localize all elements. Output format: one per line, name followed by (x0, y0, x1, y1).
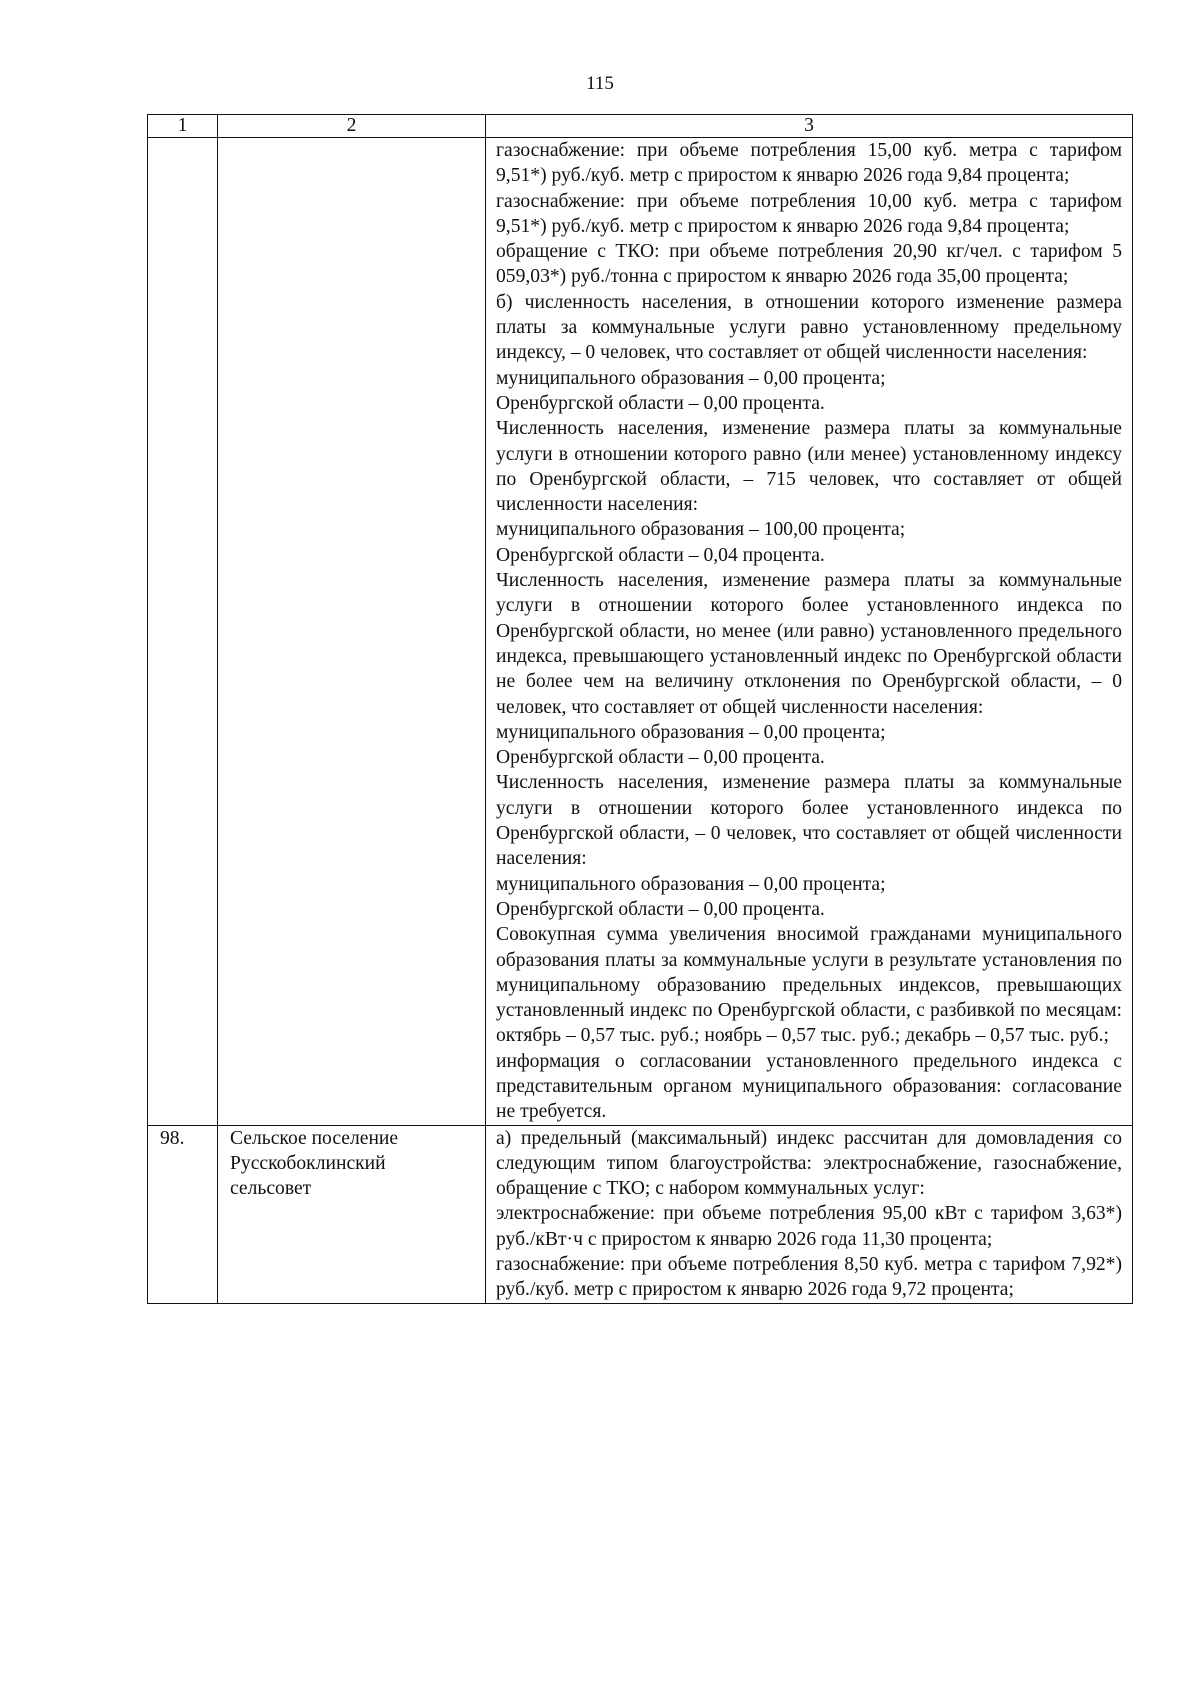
header-cell-3: 3 (486, 115, 1133, 138)
paragraph: муниципального образования – 0,00 процента; (496, 873, 886, 895)
settlement-name-line: Сельское поселение (230, 1127, 399, 1149)
paragraph: информация о согласовании установленного предельного индекса с представительным органом муниципального образования: согласование не требуется. (496, 1050, 1122, 1123)
paragraph: а) предельный (максимальный) индекс рассчитан для домовладения со следующим типом благоустройства: электроснабжение, газоснабжение, обращение с ТКО; с набором коммунальных услуг: (496, 1127, 1122, 1200)
paragraph: Оренбургской области – 0,00 процента. (496, 747, 825, 769)
row-name-cell (218, 138, 486, 1126)
paragraph: Численность населения, изменение размера платы за коммунальные услуги в отношении которого более установленного индекса по Оренбургской области, – 0 человек, что составляет от общей численности населения: (496, 772, 1122, 870)
data-table (147, 114, 1133, 1304)
paragraph: обращение с ТКО: при объеме потребления 20,90 кг/чел. с тарифом 5 059,03*) руб./тонна с приростом к январю 2026 года 35,00 процента; (496, 241, 1122, 288)
paragraph: Оренбургской области – 0,00 процента. (496, 898, 825, 920)
paragraph: муниципального образования – 0,00 процента; (496, 367, 886, 389)
paragraph: Численность населения, изменение размера платы за коммунальные услуги в отношении которого более установленного индекса по Оренбургской области, но менее (или равно) установленного предельного индекса, превышающего установленный индекс по Оренбургской области не более чем на величину отклонения по Оренбургской области, – 0 человек, что составляет от общей численности населения: (496, 570, 1122, 718)
settlement-name-line: Русскобоклинский (230, 1152, 386, 1174)
paragraph: газоснабжение: при объеме потребления 10,00 куб. метра с тарифом 9,51*) руб./куб. метр с приростом к январю 2026 года 9,84 процента; (496, 190, 1122, 237)
paragraph: Численность населения, изменение размера платы за коммунальные услуги в отношении которого равно (или менее) установленному индексу по Оренбургской области, – 715 человек, что составляет от общей численности населения: (496, 418, 1122, 516)
row-number-cell: 98. (148, 1125, 218, 1303)
paragraph: электроснабжение: при объеме потребления 95,00 кВт с тарифом 3,63*) руб./кВт·ч с приростом к январю 2026 года 11,30 процента; (496, 1203, 1122, 1250)
row-content-cell (486, 1125, 1133, 1303)
header-cell-2: 2 (218, 115, 486, 138)
paragraph: муниципального образования – 0,00 процента; (496, 721, 886, 743)
page-number: 115 (586, 73, 614, 94)
table-row-98 (148, 1125, 1133, 1303)
paragraph: муниципального образования – 100,00 процента; (496, 519, 906, 541)
paragraph: газоснабжение: при объеме потребления 8,50 куб. метра с тарифом 7,92*) руб./куб. метр с приростом к январю 2026 года 9,72 процента; (496, 1254, 1122, 1301)
paragraph: б) численность населения, в отношении которого изменение размера платы за коммунальные услуги равно установленному предельному индексу, – 0 человек, что составляет от общей численности населения: (496, 291, 1122, 364)
row-content-cell (486, 138, 1133, 1126)
table-row-continuation (148, 138, 1133, 1126)
paragraph: Оренбургской области – 0,00 процента. (496, 392, 825, 414)
table-header-row (148, 115, 1133, 138)
settlement-name-line: сельсовет (230, 1178, 312, 1200)
row-name-cell (218, 1125, 486, 1303)
paragraph: Оренбургской области – 0,04 процента. (496, 544, 825, 566)
row-number-cell (148, 138, 218, 1126)
paragraph: газоснабжение: при объеме потребления 15,00 куб. метра с тарифом 9,51*) руб./куб. метр с приростом к январю 2026 года 9,84 процента; (496, 140, 1122, 187)
header-cell-1: 1 (148, 115, 218, 138)
paragraph: Совокупная сумма увеличения вносимой гражданами муниципального образования платы за коммунальные услуги в результате установления по муниципальному образованию предельных индексов, превышающих установленный индекс по Оренбургской области, с разбивкой по месяцам: октябрь – 0,57 тыс. руб.; ноябрь – 0,57 тыс. руб.; декабрь – 0,57 тыс. руб.; (496, 924, 1122, 1047)
